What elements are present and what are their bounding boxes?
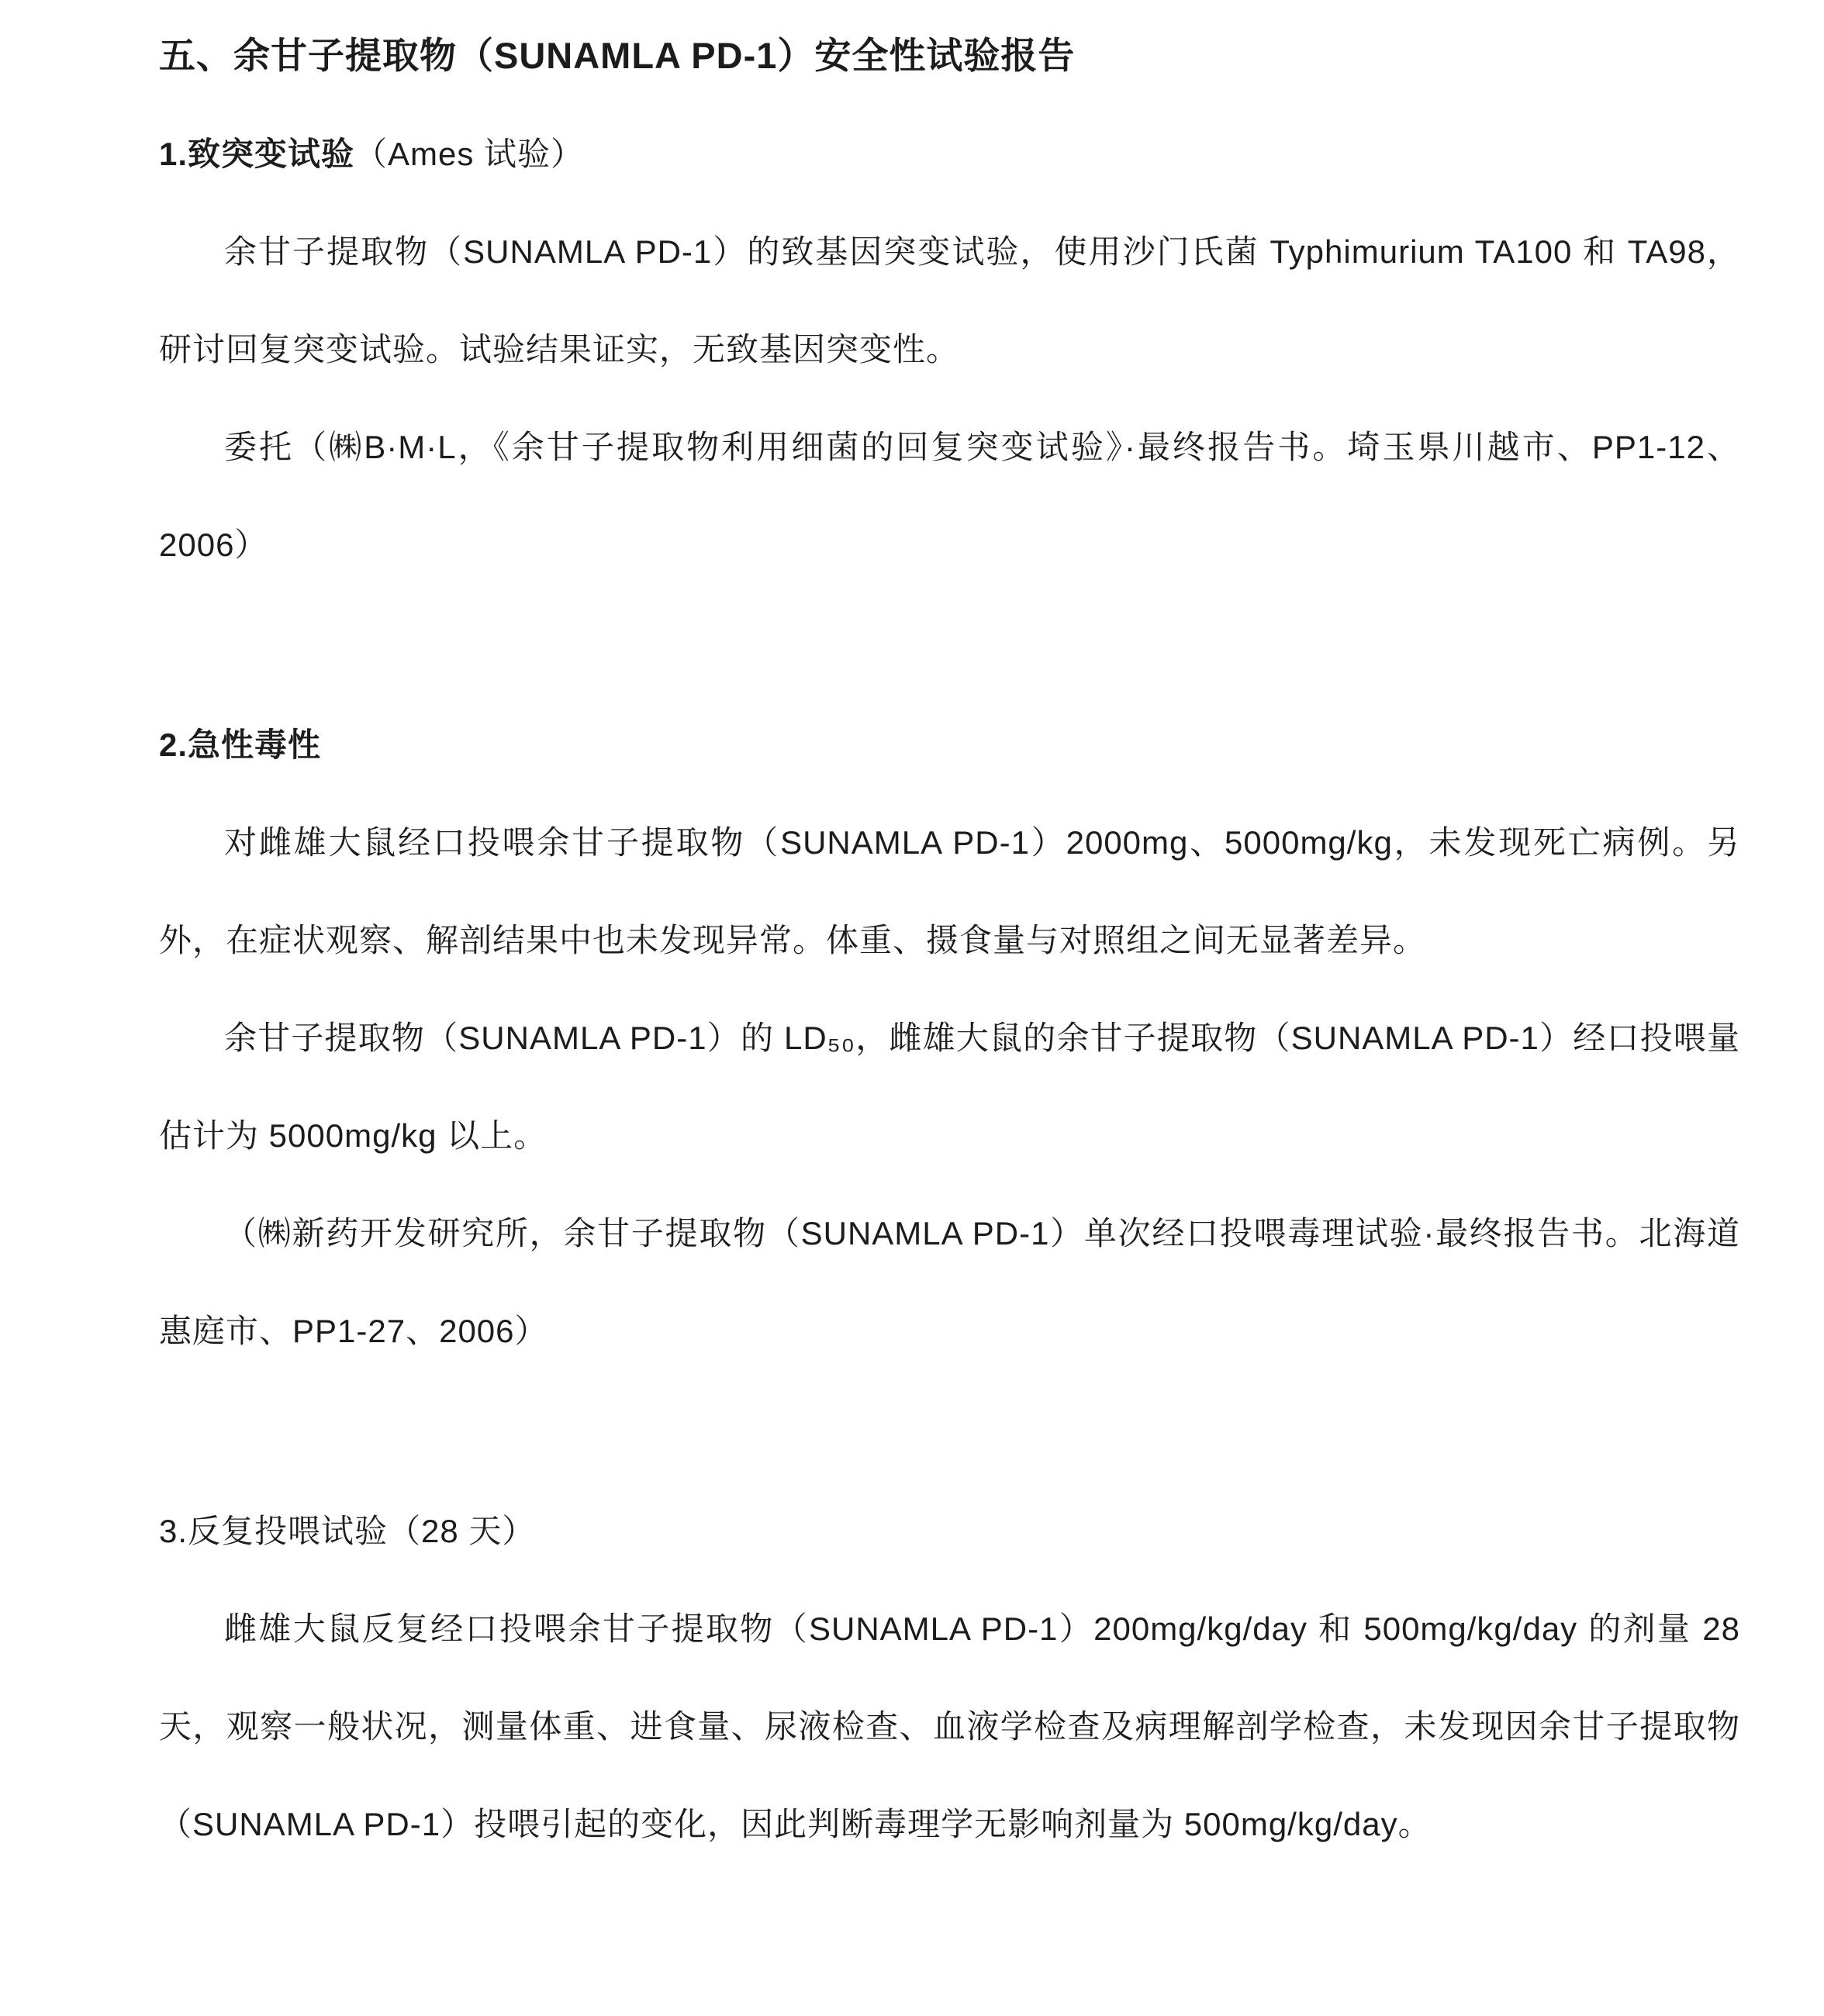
- section-mutagenicity-test: [159, 105, 1740, 594]
- section-2-heading: [159, 696, 1740, 794]
- section-1-heading-suffix: （Ames 试验）: [354, 136, 585, 172]
- paragraph: 雌雄大鼠反复经口投喂余甘子提取物（SUNAMLA PD-1）200mg/kg/day 和 500mg/kg/day 的剂量 28 天，观察一般状况，测量体重、进食量、尿液检查、血液学检查及病理解剖学检查，未发现因余甘子提取物（SUNAMLA PD-1）投喂引起的变化，因此判断毒理学无影响剂量为 500mg/kg/day。: [159, 1610, 1740, 1842]
- section-acute-toxicity: [159, 696, 1740, 1380]
- section-3-heading-suffix: 3.反复投喂试验（28 天）: [159, 1513, 536, 1549]
- section-2-heading-number: 2.急性毒性: [159, 727, 322, 763]
- paragraph-citation: （㈱新药开发研究所，余甘子提取物（SUNAMLA PD-1）单次经口投喂毒理试验·最终报告书。北海道惠庭市、PP1-27、2006）: [159, 1215, 1740, 1349]
- paragraph: 余甘子提取物（SUNAMLA PD-1）的致基因突变试验，使用沙门氏菌 Typhimurium TA100 和 TA98，研讨回复突变试验。试验结果证实，无致基因突变性。: [159, 233, 1740, 368]
- page-title: 五、余甘子提取物（SUNAMLA PD-1）安全性试验报告: [159, 35, 1076, 76]
- section-3-heading: [159, 1483, 1740, 1580]
- section-1-heading-number: 1.致突变试验: [159, 136, 355, 172]
- paragraph: 对雌雄大鼠经口投喂余甘子提取物（SUNAMLA PD-1）2000mg、5000mg/kg，未发现死亡病例。另外，在症状观察、解剖结果中也未发现异常。体重、摄食量与对照组之间无显著差异。: [159, 824, 1740, 958]
- section-1-heading: [159, 105, 1740, 203]
- section-repeated-dose-test: [159, 1483, 1740, 1873]
- paragraph-citation: 委托（㈱B·M·L，《余甘子提取物利用细菌的回复突变试验》·最终报告书。埼玉県川越市、PP1-12、2006）: [159, 429, 1740, 563]
- paragraph-ld50: 余甘子提取物（SUNAMLA PD-1）的 LD₅₀，雌雄大鼠的余甘子提取物（SUNAMLA PD-1）经口投喂量估计为 5000mg/kg 以上。: [159, 1020, 1740, 1154]
